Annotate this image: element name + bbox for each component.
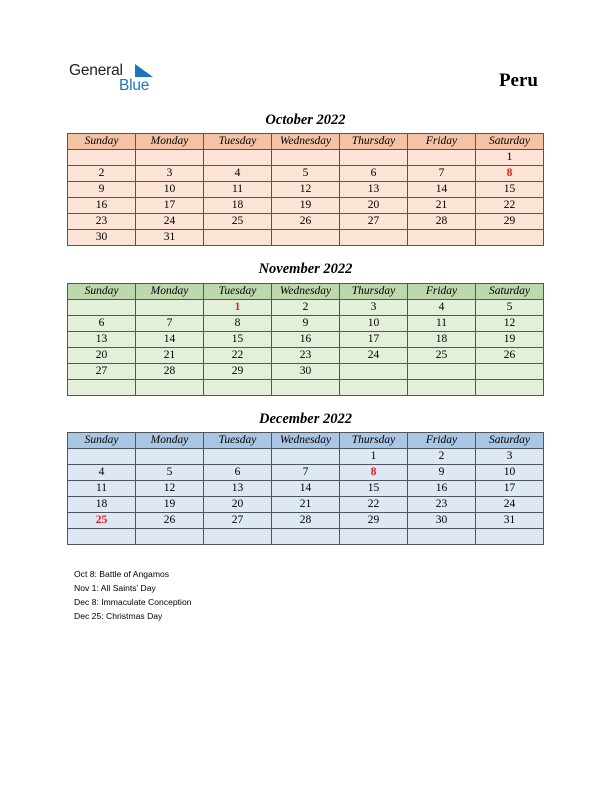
- month-title-october: October 2022: [265, 112, 346, 128]
- day-cell: [340, 529, 408, 545]
- day-cell: 23: [68, 214, 136, 230]
- day-cell: [272, 230, 340, 246]
- week-row: [68, 150, 544, 166]
- day-cell: 4: [68, 465, 136, 481]
- day-cell: 9: [272, 316, 340, 332]
- week-row: [68, 166, 544, 182]
- day-cell: [476, 380, 544, 396]
- day-cell: 20: [204, 497, 272, 513]
- weekday-header: Saturday: [476, 284, 544, 300]
- day-cell: 22: [340, 497, 408, 513]
- holiday-note: Nov 1: All Saints’ Day: [74, 583, 156, 593]
- day-cell: 23: [408, 497, 476, 513]
- day-cell: [136, 380, 204, 396]
- day-cell: 31: [476, 513, 544, 529]
- weekday-header: Tuesday: [204, 433, 272, 449]
- day-cell: 30: [68, 230, 136, 246]
- week-row: [68, 182, 544, 198]
- day-cell: 11: [68, 481, 136, 497]
- holiday-note: Oct 8: Battle of Angamos: [74, 569, 170, 579]
- day-cell: 18: [204, 198, 272, 214]
- day-cell: 10: [340, 316, 408, 332]
- day-cell: 6: [204, 465, 272, 481]
- day-cell: 20: [340, 198, 408, 214]
- weekday-header: Saturday: [476, 134, 544, 150]
- day-cell: 20: [68, 348, 136, 364]
- day-cell: 5: [476, 300, 544, 316]
- day-cell: [68, 300, 136, 316]
- day-cell: 19: [476, 332, 544, 348]
- day-cell: [68, 449, 136, 465]
- day-cell: 12: [136, 481, 204, 497]
- day-cell: 17: [136, 198, 204, 214]
- holiday-note: Dec 8: Immaculate Conception: [74, 597, 192, 607]
- day-cell: 27: [68, 364, 136, 380]
- week-row: [68, 481, 544, 497]
- day-cell: 5: [136, 465, 204, 481]
- day-cell: [136, 300, 204, 316]
- day-cell: 4: [408, 300, 476, 316]
- day-cell: 12: [272, 182, 340, 198]
- day-cell: 11: [204, 182, 272, 198]
- day-cell: 22: [204, 348, 272, 364]
- day-cell: 3: [476, 449, 544, 465]
- logo-triangle-icon: [135, 64, 153, 78]
- day-cell: 18: [68, 497, 136, 513]
- day-cell: [340, 380, 408, 396]
- day-cell: [408, 150, 476, 166]
- day-cell: [204, 230, 272, 246]
- day-cell: 31: [136, 230, 204, 246]
- day-cell: 16: [68, 198, 136, 214]
- day-cell: 7: [408, 166, 476, 182]
- day-cell: 24: [136, 214, 204, 230]
- day-cell: 21: [136, 348, 204, 364]
- day-cell: 27: [340, 214, 408, 230]
- weekday-header: Monday: [136, 433, 204, 449]
- logo-text-general: General: [69, 62, 123, 79]
- weekday-header: Wednesday: [272, 284, 340, 300]
- week-row: [68, 214, 544, 230]
- day-cell: 17: [340, 332, 408, 348]
- day-cell: 16: [408, 481, 476, 497]
- logo-text-blue: Blue: [119, 77, 150, 94]
- week-row: [68, 529, 544, 545]
- day-cell: [204, 380, 272, 396]
- brand-logo: [69, 62, 169, 96]
- weekday-header: Friday: [408, 284, 476, 300]
- day-cell: [68, 380, 136, 396]
- day-cell: 25: [408, 348, 476, 364]
- day-cell: 19: [136, 497, 204, 513]
- day-cell: 8: [204, 316, 272, 332]
- day-cell: [204, 449, 272, 465]
- country-name: Peru: [498, 70, 538, 91]
- day-cell: 28: [408, 214, 476, 230]
- calendar-december: [67, 432, 544, 545]
- day-cell: 11: [408, 316, 476, 332]
- day-cell: 7: [136, 316, 204, 332]
- week-row: [68, 348, 544, 364]
- day-cell: 26: [476, 348, 544, 364]
- day-cell: 17: [476, 481, 544, 497]
- day-cell: 8: [476, 166, 544, 182]
- day-cell: 9: [408, 465, 476, 481]
- day-cell: 10: [136, 182, 204, 198]
- day-cell: 25: [204, 214, 272, 230]
- day-cell: 19: [272, 198, 340, 214]
- day-cell: 2: [272, 300, 340, 316]
- day-cell: [204, 529, 272, 545]
- day-cell: 29: [476, 214, 544, 230]
- day-cell: [136, 449, 204, 465]
- day-cell: 15: [476, 182, 544, 198]
- day-cell: [272, 529, 340, 545]
- week-row: [68, 449, 544, 465]
- weekday-header: Sunday: [68, 284, 136, 300]
- day-cell: 21: [408, 198, 476, 214]
- day-cell: [68, 529, 136, 545]
- day-cell: 6: [340, 166, 408, 182]
- holiday-note: Dec 25: Christmas Day: [74, 611, 163, 621]
- weekday-header: Thursday: [340, 433, 408, 449]
- day-cell: 26: [136, 513, 204, 529]
- calendar-november: [67, 283, 544, 396]
- day-cell: [340, 364, 408, 380]
- weekday-header: Saturday: [476, 433, 544, 449]
- week-row: [68, 316, 544, 332]
- day-cell: 14: [136, 332, 204, 348]
- weekday-header: Wednesday: [272, 134, 340, 150]
- day-cell: 2: [68, 166, 136, 182]
- day-cell: [272, 150, 340, 166]
- weekday-header: Friday: [408, 134, 476, 150]
- day-cell: [136, 150, 204, 166]
- day-cell: [408, 230, 476, 246]
- day-cell: 13: [68, 332, 136, 348]
- week-row: [68, 198, 544, 214]
- week-row: [68, 497, 544, 513]
- day-cell: 21: [272, 497, 340, 513]
- day-cell: 14: [272, 481, 340, 497]
- day-cell: 3: [136, 166, 204, 182]
- weekday-header: Monday: [136, 134, 204, 150]
- day-cell: 25: [68, 513, 136, 529]
- day-cell: 1: [340, 449, 408, 465]
- day-cell: [408, 364, 476, 380]
- day-cell: 24: [340, 348, 408, 364]
- weekday-header: Sunday: [68, 134, 136, 150]
- calendar-october: [67, 133, 544, 246]
- day-cell: [408, 529, 476, 545]
- day-cell: 1: [204, 300, 272, 316]
- weekday-header: Thursday: [340, 284, 408, 300]
- day-cell: 23: [272, 348, 340, 364]
- day-cell: 29: [204, 364, 272, 380]
- day-cell: 15: [340, 481, 408, 497]
- day-cell: 4: [204, 166, 272, 182]
- weekday-header: Wednesday: [272, 433, 340, 449]
- day-cell: 8: [340, 465, 408, 481]
- month-title-december: December 2022: [258, 411, 352, 427]
- day-cell: [272, 449, 340, 465]
- week-row: [68, 465, 544, 481]
- day-cell: [68, 150, 136, 166]
- day-cell: [340, 230, 408, 246]
- weekday-header: Tuesday: [204, 284, 272, 300]
- day-cell: 13: [204, 481, 272, 497]
- weekday-header: Tuesday: [204, 134, 272, 150]
- week-row: [68, 332, 544, 348]
- day-cell: 10: [476, 465, 544, 481]
- day-cell: 14: [408, 182, 476, 198]
- day-cell: 29: [340, 513, 408, 529]
- day-cell: [340, 150, 408, 166]
- day-cell: [476, 230, 544, 246]
- day-cell: 16: [272, 332, 340, 348]
- day-cell: 30: [408, 513, 476, 529]
- day-cell: [408, 380, 476, 396]
- day-cell: [204, 150, 272, 166]
- weekday-header: Sunday: [68, 433, 136, 449]
- day-cell: 22: [476, 198, 544, 214]
- day-cell: 27: [204, 513, 272, 529]
- day-cell: [136, 529, 204, 545]
- day-cell: 3: [340, 300, 408, 316]
- week-row: [68, 230, 544, 246]
- holiday-notes: [74, 567, 192, 623]
- day-cell: 7: [272, 465, 340, 481]
- week-row: [68, 300, 544, 316]
- weekday-header: Friday: [408, 433, 476, 449]
- day-cell: 28: [136, 364, 204, 380]
- day-cell: 18: [408, 332, 476, 348]
- day-cell: 9: [68, 182, 136, 198]
- day-cell: 13: [340, 182, 408, 198]
- weekday-header: Monday: [136, 284, 204, 300]
- week-row: [68, 513, 544, 529]
- day-cell: 12: [476, 316, 544, 332]
- day-cell: [476, 529, 544, 545]
- day-cell: 26: [272, 214, 340, 230]
- day-cell: [272, 380, 340, 396]
- week-row: [68, 380, 544, 396]
- weekday-header: Thursday: [340, 134, 408, 150]
- day-cell: [476, 364, 544, 380]
- day-cell: 5: [272, 166, 340, 182]
- day-cell: 30: [272, 364, 340, 380]
- month-title-november: November 2022: [258, 261, 353, 277]
- week-row: [68, 364, 544, 380]
- day-cell: 1: [476, 150, 544, 166]
- day-cell: 24: [476, 497, 544, 513]
- day-cell: 6: [68, 316, 136, 332]
- day-cell: 28: [272, 513, 340, 529]
- day-cell: 15: [204, 332, 272, 348]
- day-cell: 2: [408, 449, 476, 465]
